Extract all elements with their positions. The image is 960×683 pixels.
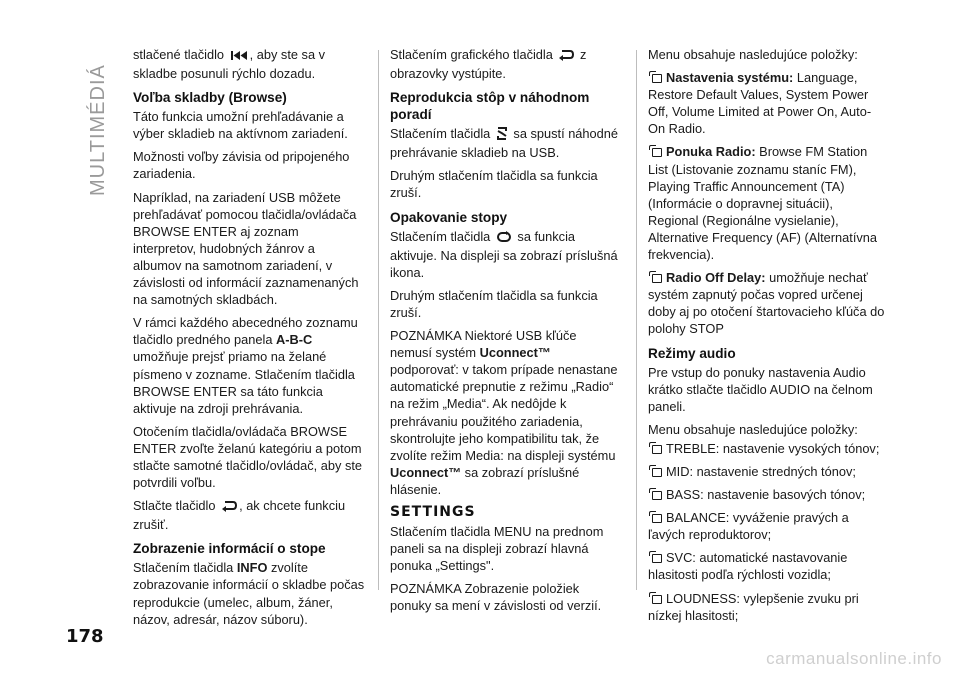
- text: podporovať: v takom prípade nenastane automatické prepnutie z režimu „Radio“ na režim „Media“. Ak nedôjde k prehrávaniu použitého zariadenia, skontrolujte jeho kompatibilitu tak, že zvolíte režim Media: na displeji systému: [390, 362, 618, 463]
- paragraph: Menu obsahuje nasledujúce položky:: [648, 47, 858, 62]
- text: sa spustí náhodné prehrávanie skladieb na USB.: [390, 126, 619, 161]
- column-1: [133, 46, 365, 634]
- text: umožňuje prejsť priamo na želané písmeno v zozname. Stlačením tlačidla BROWSE ENTER sa táto funkcia aktivuje na zdroji prehrávania.: [133, 349, 355, 416]
- heading-audio: Režimy audio: [648, 345, 736, 361]
- text: , aby ste sa v skladbe posunuli rýchlo dozadu.: [133, 47, 326, 82]
- heading-browse: Voľba skladby (Browse): [133, 90, 287, 106]
- paragraph: [390, 327, 622, 498]
- back-arrow-icon: [221, 499, 237, 516]
- column-divider: [378, 50, 379, 590]
- text: zvolíte zobrazovanie informácií o skladbe počas reprodukcie (umelec, album, žáner, názov, adresár, názov súboru).: [133, 560, 365, 627]
- paragraph: Otočením tlačidla/ovládača BROWSE ENTER zvoľte želanú kategóriu a potom stlačte samotné tlačidlo/ovládač, aby ste potvrdili voľbu.: [133, 423, 363, 491]
- list-item: [648, 549, 886, 583]
- column-3: [648, 46, 886, 630]
- text: V rámci každého abecedného zoznamu tlačidlo predného panela: [133, 315, 358, 348]
- heading-random: Reprodukcia stôp v náhodnom poradí: [390, 90, 590, 123]
- list-item: [648, 143, 886, 263]
- bullet-arrow-icon: [652, 445, 662, 454]
- text: Stlačením tlačidla: [133, 560, 234, 576]
- list-item: [648, 463, 886, 480]
- paragraph: [390, 125, 622, 161]
- text: sa funkcia aktivuje. Na displeji sa zobrazí príslušná ikona.: [390, 228, 618, 280]
- repeat-icon: [496, 230, 512, 247]
- heading-repeat: Opakovanie stopy: [390, 209, 508, 225]
- item-text: BASS: nastavenie basových tónov;: [666, 487, 866, 503]
- text: z obrazovky vystúpite.: [390, 47, 587, 82]
- paragraph: Menu obsahuje nasledujúce položky:: [648, 421, 858, 437]
- paragraph: [390, 46, 622, 82]
- paragraph: [133, 497, 365, 533]
- paragraph: [133, 46, 365, 82]
- item-text: umožňuje nechať systém zapnutý počas vopred určenej doby aj po otočení štartovacieho kľúča do polohy STOP: [648, 270, 885, 337]
- abc-button-label: A-B-C: [276, 332, 313, 348]
- rewind-icon: [230, 48, 248, 65]
- item-text: SVC: automatické nastavovanie hlasitosti podľa rýchlosti vozidla;: [648, 550, 848, 583]
- section-title: [86, 46, 110, 196]
- item-text: LOUDNESS: vylepšenie zvuku pri nízkej hlasitosti;: [648, 590, 859, 623]
- bullet-arrow-icon: [652, 595, 662, 604]
- text: POZNÁMKA Niektoré USB kľúče nemusí systém: [390, 328, 577, 361]
- item-text: Browse FM Station List (Listovanie zoznamu staníc FM), Playing Traffic Announcement (TA) (Informácie o dopravnej situácii), Regional (Regionálne vysielanie), Alternative Frequency (AF) (Alternatívna frekvencia).: [648, 144, 878, 263]
- text: Stlačte tlačidlo: [133, 498, 216, 514]
- text: Stlačením grafického tlačidla: [390, 47, 553, 62]
- paragraph: Stlačením tlačidla MENU na prednom paneli sa na displeji zobrazí hlavná ponuka „Settings".: [390, 524, 604, 574]
- paragraph: Pre vstup do ponuky nastavenia Audio krátko stlačte tlačidlo AUDIO na čelnom paneli.: [648, 364, 873, 414]
- text: , ak chcete funkciu zrušiť.: [133, 498, 346, 533]
- item-text: TREBLE: nastavenie vysokých tónov;: [666, 440, 880, 456]
- column-2: [390, 46, 622, 621]
- heading-track-info: Zobrazenie informácií o stope: [133, 541, 326, 557]
- bullet-arrow-icon: [652, 514, 662, 523]
- item-text: Language, Restore Default Values, System Power Off, Volume Limited at Power On, Auto-On Radio.: [648, 70, 872, 137]
- paragraph: Táto funkcia umožní prehľadávanie a výber skladieb na aktívnom zariadení.: [133, 109, 348, 142]
- column-divider: [636, 50, 637, 590]
- heading-settings: SETTINGS: [390, 503, 476, 520]
- text: Stlačením tlačidla: [390, 228, 491, 244]
- shuffle-icon: [496, 127, 508, 144]
- text: stlačené tlačidlo: [133, 47, 225, 62]
- bullet-arrow-icon: [652, 468, 662, 477]
- paragraph: [133, 559, 365, 627]
- item-title: Nastavenia systému:: [666, 70, 794, 86]
- watermark: carmanualsonline.info: [766, 649, 942, 668]
- bullet-arrow-icon: [652, 554, 662, 563]
- section-title-text: MULTIMÉDIÁ: [87, 64, 109, 196]
- brand-name: Uconnect™: [479, 345, 551, 361]
- bullet-arrow-icon: [652, 274, 662, 283]
- list-item: [648, 509, 886, 543]
- paragraph: Možnosti voľby závisia od pripojeného zariadenia.: [133, 149, 350, 182]
- item-text: MID: nastavenie stredných tónov;: [666, 463, 856, 479]
- paragraph: [390, 228, 622, 281]
- item-title: Radio Off Delay:: [666, 270, 766, 286]
- paragraph: Druhým stlačením tlačidla sa funkcia zruší.: [390, 287, 598, 320]
- paragraph: Napríklad, na zariadení USB môžete prehľadávať pomocou tlačidla/ovládača BROWSE ENTER aj zoznam interpretov, hudobných žánrov a albumov na samotnom zariadení, v závislosti od informácií zaznamenaných na samotných skladbách.: [133, 189, 359, 308]
- list-item: [648, 440, 886, 457]
- brand-name: Uconnect™: [390, 464, 462, 480]
- bullet-arrow-icon: [652, 148, 662, 157]
- paragraph: Druhým stlačením tlačidla sa funkcia zruší.: [390, 168, 598, 201]
- paragraph: POZNÁMKA Zobrazenie položiek ponuky sa mení v závislosti od verzií.: [390, 581, 602, 614]
- text: sa zobrazí príslušné hlásenie.: [390, 464, 580, 497]
- bullet-arrow-icon: [652, 74, 662, 83]
- list-item: [648, 486, 886, 503]
- info-button-label: INFO: [236, 560, 268, 576]
- bullet-arrow-icon: [652, 491, 662, 500]
- list-item: [648, 590, 886, 624]
- list-item: [648, 69, 886, 137]
- list-item: [648, 269, 886, 337]
- item-text: BALANCE: vyváženie pravých a ľavých reproduktorov;: [648, 510, 849, 543]
- back-arrow-icon: [558, 48, 574, 65]
- text: Stlačením tlačidla: [390, 126, 491, 142]
- item-title: Ponuka Radio:: [666, 144, 756, 160]
- paragraph: [133, 314, 365, 417]
- page-number: 178: [66, 626, 104, 647]
